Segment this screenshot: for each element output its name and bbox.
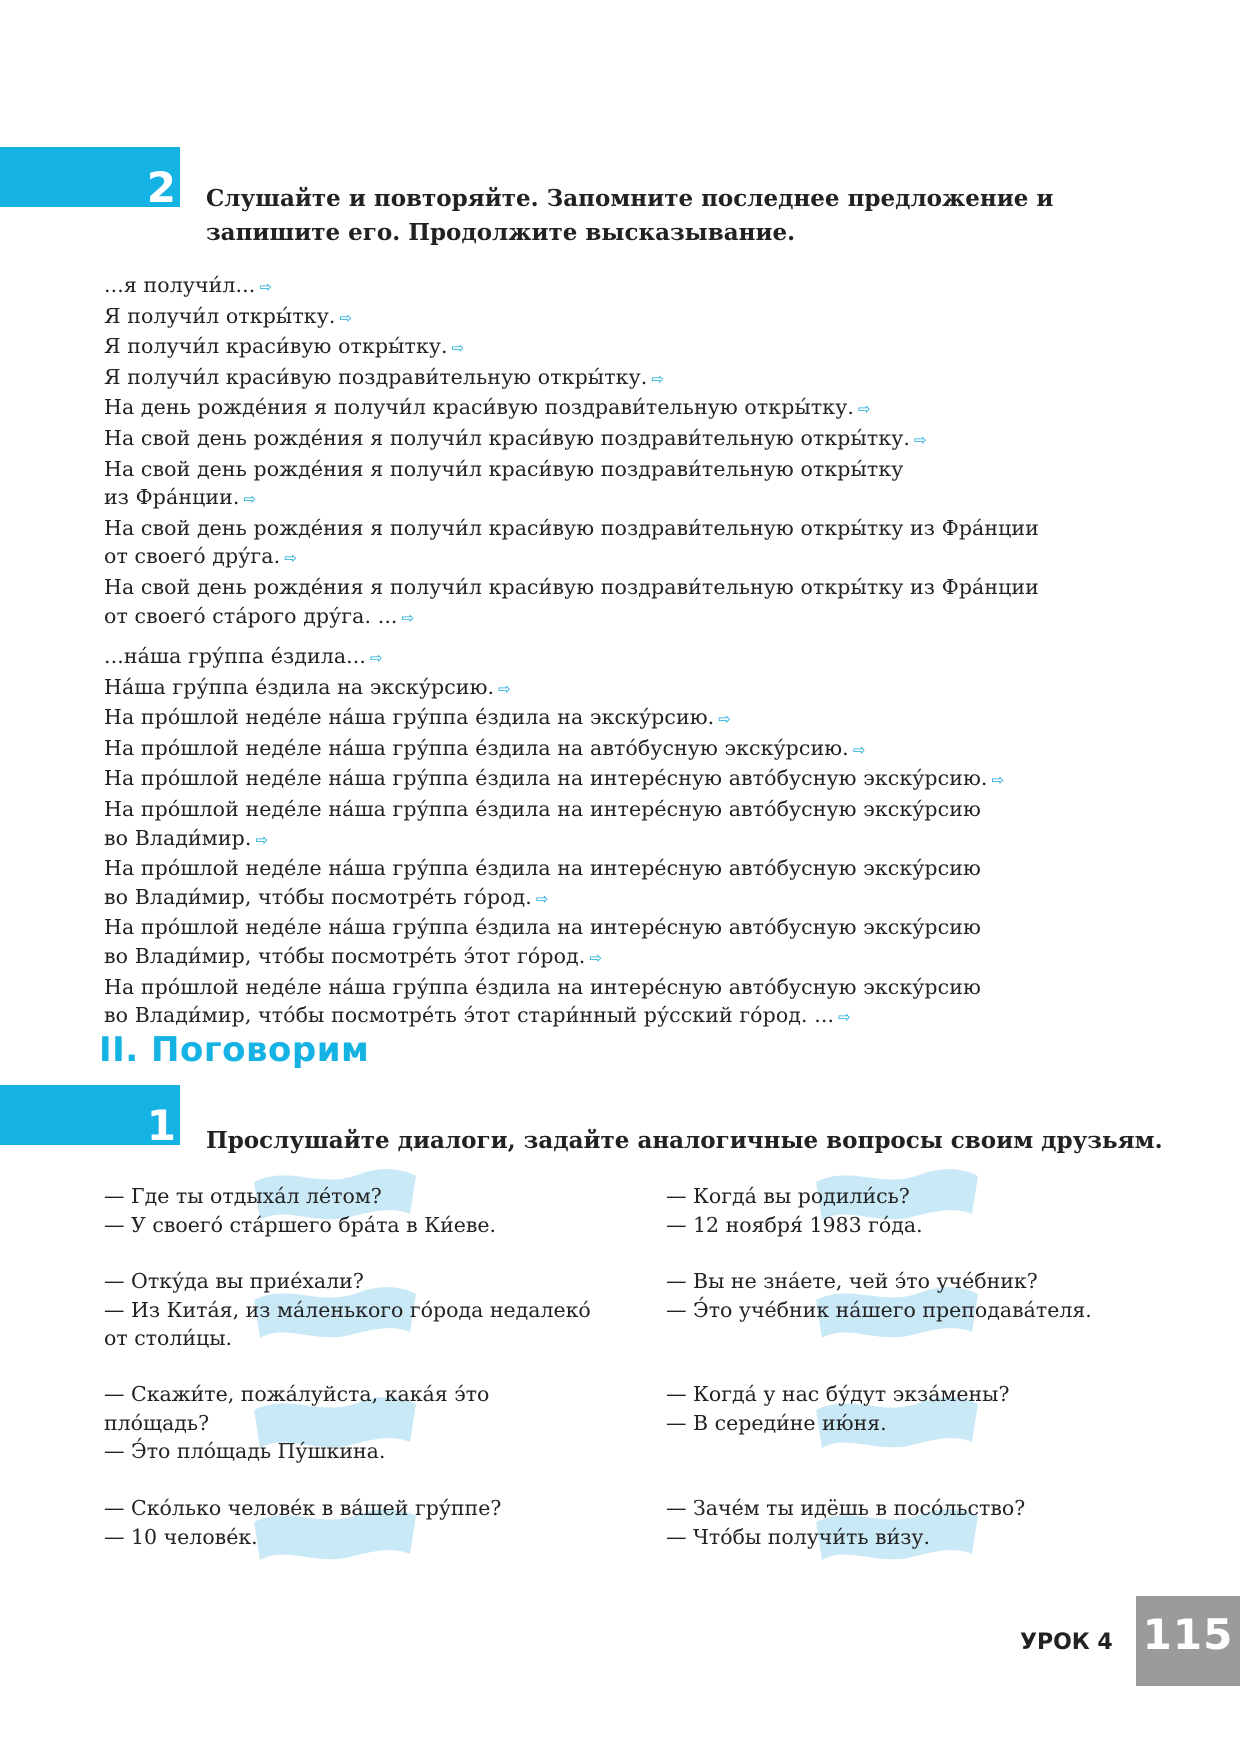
sentence-text: На про́шлой неде́ле на́ша гру́ппа е́здила на интере́сную авто́бусную экску́рсию	[104, 974, 981, 999]
dialogue	[666, 1182, 923, 1239]
arrow-right-icon: ⇨	[370, 649, 383, 667]
sentence-line	[104, 642, 1004, 673]
sentence-text: Я получи́л откры́тку.	[104, 303, 336, 328]
exercise-2-instruction	[206, 182, 1053, 250]
sentence-line	[104, 854, 1004, 883]
dialogue-line: — Где ты отдыха́л ле́том?	[104, 1184, 382, 1208]
sentence-line	[104, 824, 1004, 855]
sentence-line	[104, 424, 1039, 455]
sentence-line	[104, 703, 1004, 734]
arrow-right-icon: ⇨	[589, 948, 603, 967]
exercise-2-number: 2	[146, 163, 176, 212]
sentence-text: На свой день рожде́ния я получи́л краси́вую поздрави́тельную откры́тку из Фра́нции	[104, 574, 1039, 599]
sentence-text: от своего́ ста́рого дру́га. ...	[104, 603, 398, 628]
sentence-line	[104, 795, 1004, 824]
arrow-right-icon: ⇨	[914, 430, 927, 449]
dialogue-line: — Когда́ вы родили́сь?	[666, 1184, 910, 1208]
dialogue	[104, 1380, 489, 1466]
arrow-right-icon: ⇨	[259, 278, 273, 296]
sentence-line	[104, 973, 1004, 1002]
sentence-text: На про́шлой неде́ле на́ша гру́ппа е́здила на интере́сную авто́бусную экску́рсию	[104, 796, 981, 821]
section-title: II. Поговорим	[99, 1030, 370, 1070]
dialogue-line: — Что́бы получи́ть ви́зу.	[666, 1524, 931, 1549]
exercise-2-instruction-line2: запишите его. Продолжите высказывание.	[206, 219, 796, 246]
dialogue-line: — Когда́ у нас бу́дут экза́мены?	[666, 1382, 1010, 1406]
exercise-2-block-1	[104, 271, 1039, 632]
sentence-text: На́ша гру́ппа е́здила на экску́рсию.	[104, 674, 495, 699]
dialogue-line: — В середи́не ию́ня.	[666, 1410, 887, 1435]
exercise-2-instruction-line1: Слушайте и повторяйте. Запомните последнее предложение и	[206, 185, 1054, 212]
arrow-right-icon: ⇨	[991, 771, 1005, 790]
dialogue	[666, 1267, 1092, 1324]
dialogue	[104, 1494, 501, 1551]
sentence-text: Я получи́л краси́вую откры́тку.	[104, 334, 448, 359]
arrow-right-icon: ⇨	[401, 608, 415, 627]
sentence-line	[104, 883, 1004, 914]
sentence-line	[104, 332, 1039, 363]
exercise-2-bar	[0, 147, 180, 212]
sentence-line	[104, 734, 1004, 765]
sentence-line	[104, 302, 1039, 333]
dialogue-line: — Скажи́те, пожа́луйста, кака́я э́то	[104, 1382, 490, 1406]
sentence-text: На про́шлой неде́ле на́ша гру́ппа е́здила на авто́бусную экску́рсию.	[104, 735, 849, 760]
arrow-right-icon: ⇨	[243, 490, 257, 509]
dialogue	[666, 1494, 1025, 1551]
sentence-line	[104, 271, 1039, 302]
dialogue-line: от столи́цы.	[104, 1326, 233, 1351]
page-number-box	[1136, 1596, 1240, 1686]
lesson-label: УРОК 4	[1020, 1630, 1113, 1655]
exercise-1-instruction: Прослушайте диалоги, задайте аналогичные вопросы своим друзьям.	[206, 1127, 1163, 1154]
sentence-line	[104, 542, 1039, 573]
exercise-1-bar	[0, 1085, 180, 1150]
sentence-text: во Влади́мир, что́бы посмотре́ть э́тот го́род.	[104, 943, 586, 968]
exercise-2-block-2	[104, 642, 1004, 1032]
sentence-text: во Влади́мир, что́бы посмотре́ть го́род.	[104, 884, 532, 909]
arrow-right-icon: ⇨	[451, 339, 465, 358]
sentence-line	[104, 764, 1004, 795]
sentence-line	[104, 483, 1039, 514]
dialogue-line: — 12 ноября́ 1983 го́да.	[666, 1212, 923, 1237]
sentence-line	[104, 573, 1039, 602]
sentence-text: На про́шлой неде́ле на́ша гру́ппа е́здила на интере́сную авто́бусную экску́рсию.	[104, 766, 988, 791]
sentence-text: На свой день рожде́ния я получи́л краси́вую поздрави́тельную откры́тку.	[104, 425, 911, 450]
sentence-text: На день рожде́ния я получи́л краси́вую поздрави́тельную откры́тку.	[104, 395, 854, 420]
sentence-text: от своего́ дру́га.	[104, 544, 281, 569]
sentence-line	[104, 673, 1004, 704]
sentence-text: На свой день рожде́ния я получи́л краси́вую поздрави́тельную откры́тку из Фра́нции	[104, 515, 1039, 540]
arrow-right-icon: ⇨	[651, 369, 665, 388]
sentence-text: На про́шлой неде́ле на́ша гру́ппа е́здила на экску́рсию.	[104, 705, 715, 730]
sentence-text: ...на́ша гру́ппа е́здила...	[104, 644, 367, 668]
dialogue-line: пло́щадь?	[104, 1410, 210, 1435]
dialogue-line: — Э́то пло́щадь Пу́шкина.	[104, 1439, 386, 1464]
sentence-line	[104, 363, 1039, 394]
sentence-text: во Влади́мир.	[104, 825, 252, 850]
dialogue-line: — Заче́м ты идёшь в посо́льство?	[666, 1496, 1026, 1520]
sentence-text: ...я получи́л...	[104, 273, 256, 297]
dialogue	[104, 1267, 591, 1353]
sentence-text: во Влади́мир, что́бы посмотре́ть э́тот стари́нный ру́сский го́род. ...	[104, 1003, 835, 1028]
dialogue-line: — Из Кита́я, из ма́ленького го́рода недалеко́	[104, 1297, 591, 1322]
sentence-line	[104, 393, 1039, 424]
arrow-right-icon: ⇨	[535, 889, 549, 908]
sentence-line	[104, 602, 1039, 633]
sentence-line	[104, 942, 1004, 973]
arrow-right-icon: ⇨	[284, 549, 297, 568]
arrow-right-icon: ⇨	[255, 830, 269, 849]
sentence-text: Я получи́л краси́вую поздрави́тельную откры́тку.	[104, 364, 648, 389]
sentence-text: На свой день рожде́ния я получи́л краси́вую поздрави́тельную откры́тку	[104, 456, 904, 481]
dialogue-line: — Э́то уче́бник на́шего преподава́теля.	[666, 1297, 1092, 1322]
sentence-line	[104, 514, 1039, 543]
dialogue-line: — У своего́ ста́ршего бра́та в Ки́еве.	[104, 1212, 497, 1237]
page-number: 115	[1142, 1610, 1234, 1659]
dialogue-line: — Вы не зна́ете, чей э́то уче́бник?	[666, 1269, 1038, 1293]
dialogue	[666, 1380, 1009, 1437]
arrow-right-icon: ⇨	[498, 679, 511, 698]
arrow-right-icon: ⇨	[838, 1008, 851, 1027]
dialogue-line: — 10 челове́к.	[104, 1524, 258, 1549]
sentence-line	[104, 1001, 1004, 1032]
sentence-line	[104, 913, 1004, 942]
arrow-right-icon: ⇨	[858, 400, 871, 419]
dialogue-line: — Ско́лько челове́к в ва́шей гру́ппе?	[104, 1496, 502, 1520]
dialogue-line: — Отку́да вы прие́хали?	[104, 1269, 364, 1293]
dialogue	[104, 1182, 496, 1239]
arrow-right-icon: ⇨	[339, 308, 353, 327]
sentence-text: из Фра́нции.	[104, 485, 240, 510]
sentence-text: На про́шлой неде́ле на́ша гру́ппа е́здила на интере́сную авто́бусную экску́рсию	[104, 856, 981, 881]
sentence-text: На про́шлой неде́ле на́ша гру́ппа е́здила на интере́сную авто́бусную экску́рсию	[104, 915, 981, 940]
exercise-1-number: 1	[146, 1101, 176, 1150]
arrow-right-icon: ⇨	[852, 740, 866, 759]
arrow-right-icon: ⇨	[718, 710, 731, 729]
sentence-line	[104, 455, 1039, 484]
